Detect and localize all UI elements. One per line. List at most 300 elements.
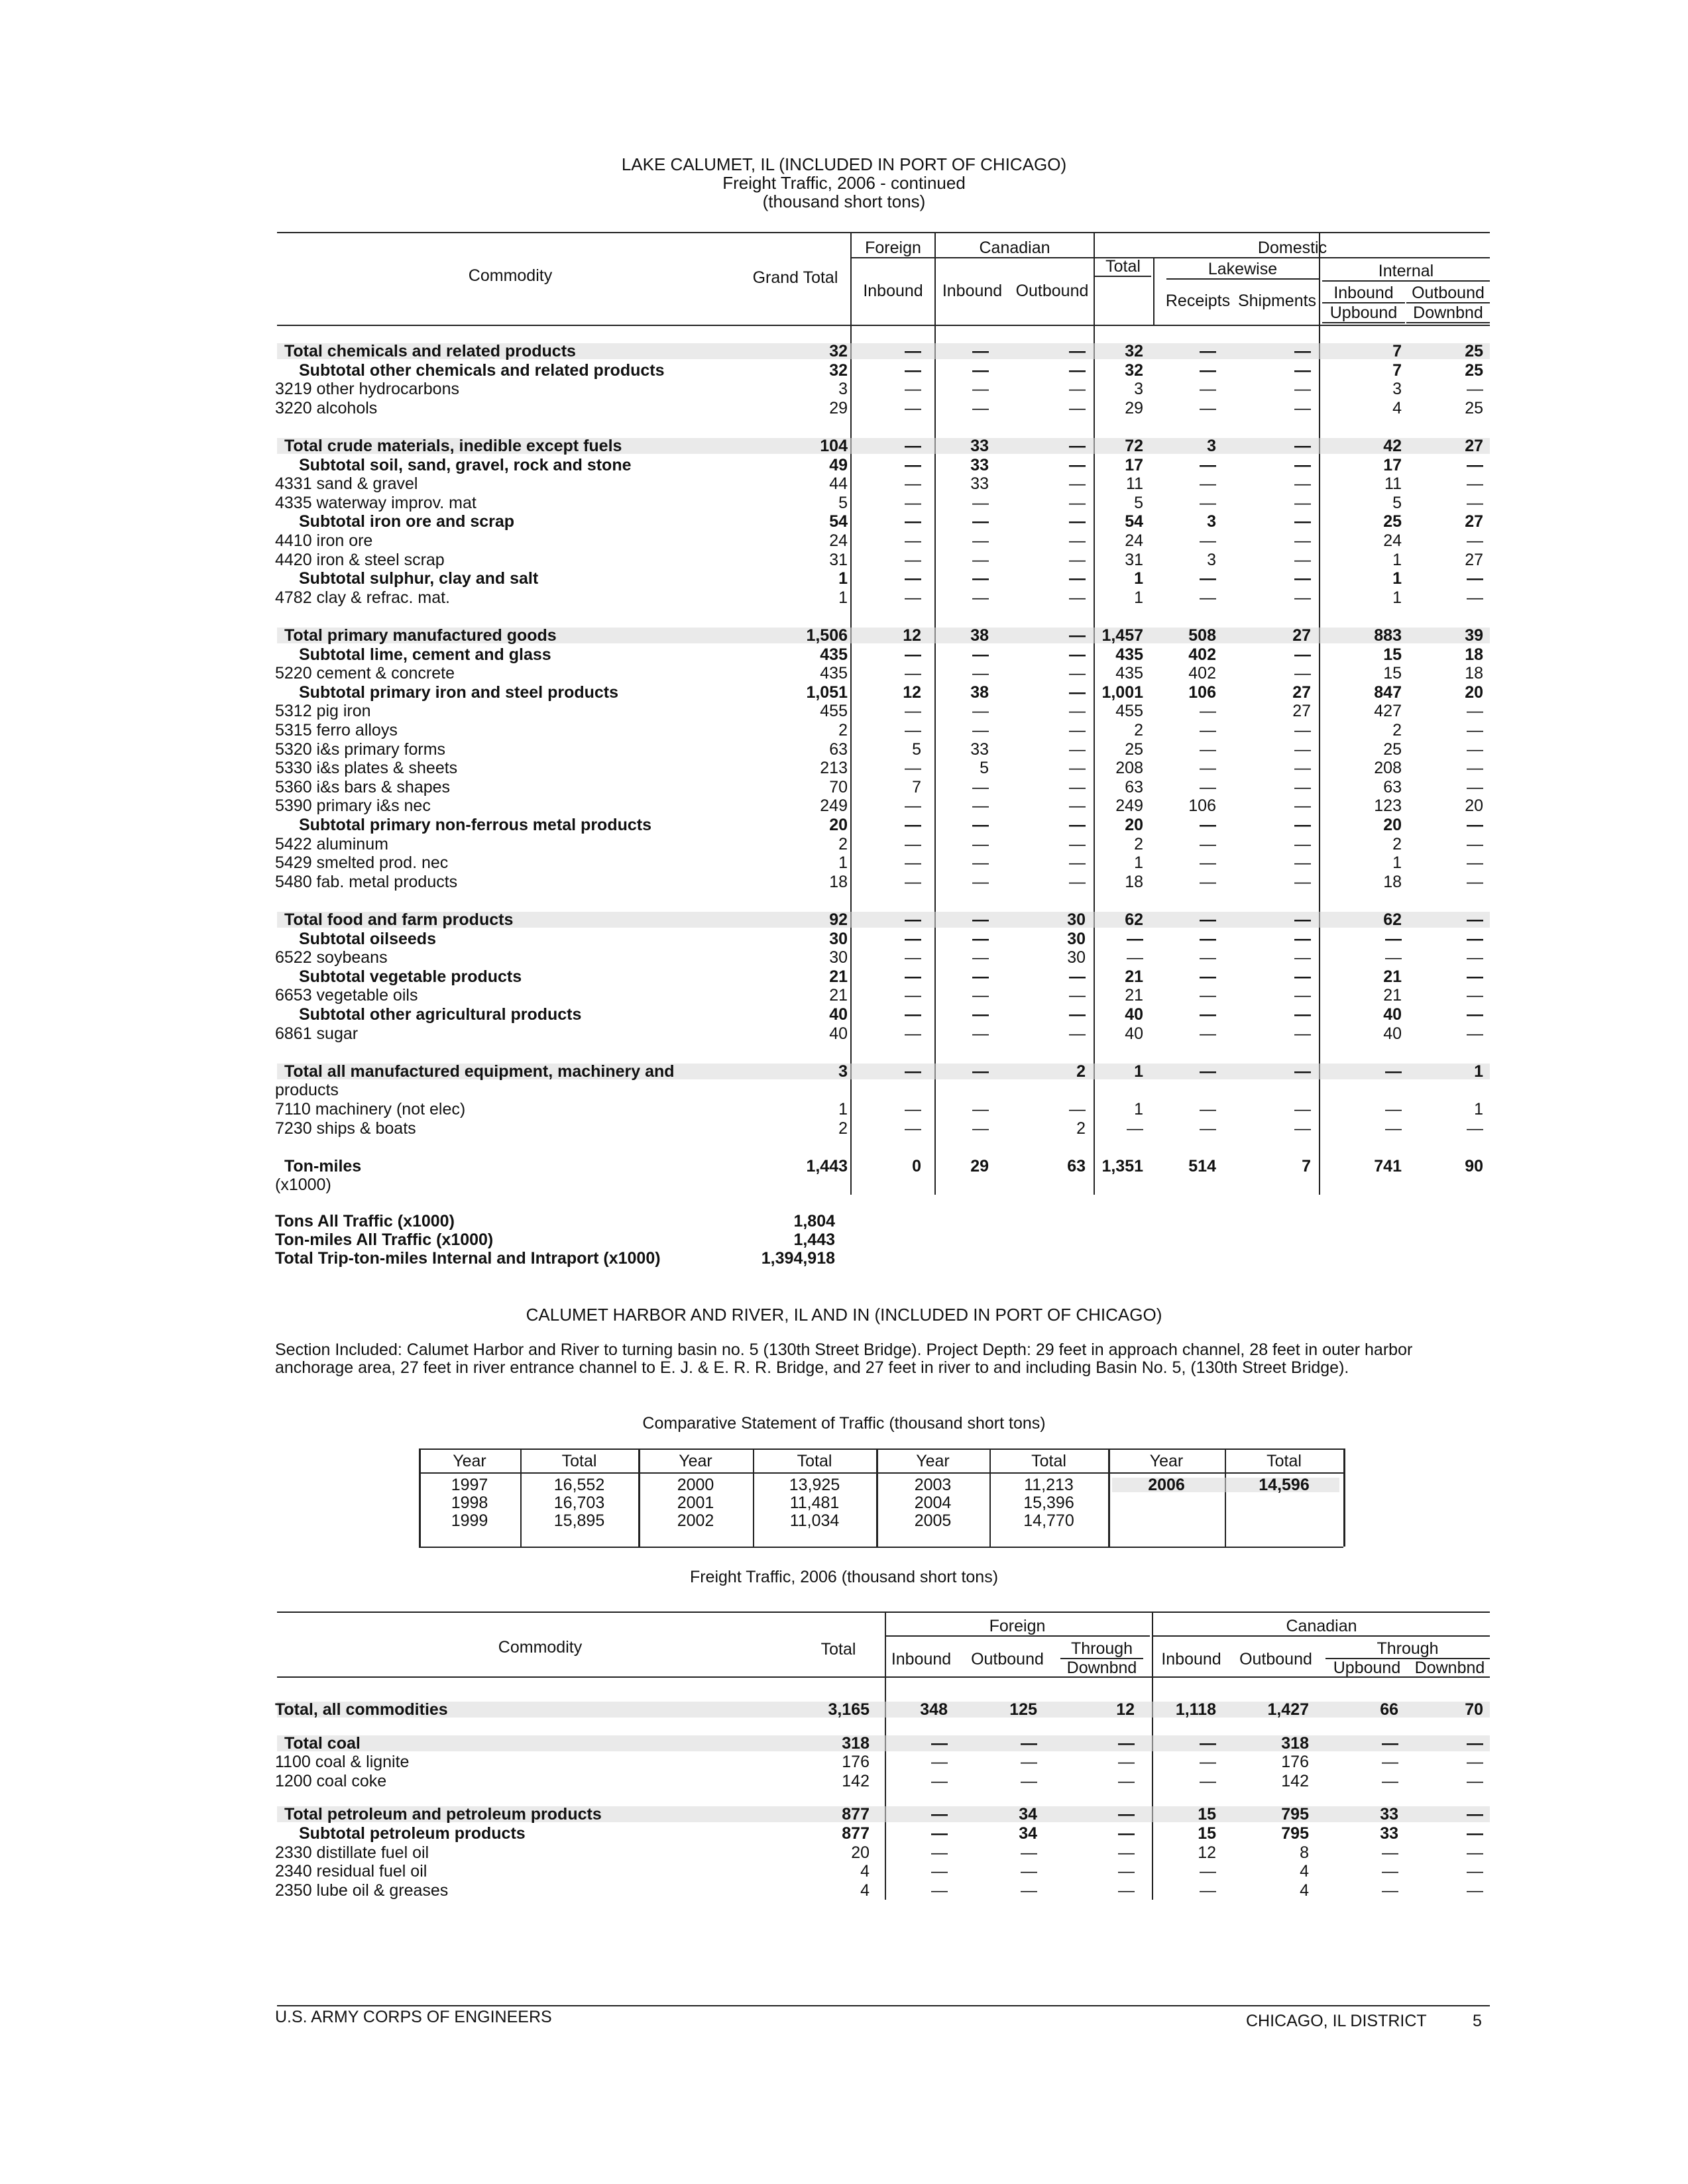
value-cell: —: [1200, 588, 1216, 607]
value-cell: —: [1467, 569, 1483, 588]
value-cell: —: [1467, 759, 1483, 778]
commodity-label: Ton-miles: [284, 1156, 362, 1175]
value-cell: —: [1069, 967, 1086, 986]
value-cell: 402: [1188, 645, 1216, 664]
value-cell: —: [1294, 739, 1311, 759]
value-cell: 5: [838, 493, 848, 512]
value-cell: —: [1127, 948, 1143, 967]
value-cell: —: [905, 1119, 921, 1138]
value-cell: —: [1294, 910, 1311, 929]
value-cell: 42: [1383, 437, 1402, 455]
value-cell: 32: [829, 342, 848, 360]
value-cell: —: [1200, 493, 1216, 512]
value-cell: 20: [829, 816, 848, 834]
value-cell: —: [972, 1062, 989, 1081]
value-cell: —: [1467, 986, 1483, 1005]
value-cell: 11: [1384, 474, 1402, 494]
value-cell: —: [1382, 1771, 1398, 1790]
value-cell: 4: [1392, 398, 1402, 417]
value-cell: 4: [1300, 1862, 1309, 1881]
value-cell: —: [1069, 645, 1086, 664]
value-cell: —: [1069, 739, 1086, 759]
commodity-label: 2350 lube oil & greases: [275, 1881, 449, 1900]
value-cell: —: [905, 759, 921, 778]
header-internal: Internal: [1322, 262, 1490, 282]
commodity-label: 5312 pig iron: [275, 702, 371, 721]
lake-subtitle: Freight Traffic, 2006 - continued: [722, 173, 966, 193]
value-cell: —: [1294, 342, 1311, 360]
value-cell: —: [972, 929, 989, 948]
section-included-text: Section Included: Calumet Harbor and River to turning basin no. 5 (130th Street Bridge). Project Depth: 29 feet in approach channel, 28 feet in outer harbor anchorage area, 27 feet in river entrance channel to E. J. & E. R. R. Bridge, and 27 feet in river to and including Basin No. 5, (130th Street Bridge).: [275, 1340, 1413, 1377]
value-cell: —: [1118, 1771, 1135, 1790]
value-cell: 2: [838, 1119, 848, 1138]
value-cell: 33: [970, 739, 989, 759]
t2-header-c-downbnd: Downbnd: [1414, 1659, 1485, 1677]
value-cell: —: [972, 834, 989, 853]
value-cell: 31: [829, 550, 848, 569]
value-cell: 1: [1134, 1062, 1143, 1081]
ct-total: 11,213: [1024, 1476, 1074, 1494]
value-cell: 32: [1125, 342, 1143, 360]
value-cell: —: [972, 550, 989, 569]
value-cell: 3: [838, 380, 848, 399]
value-cell: 20: [1383, 816, 1402, 834]
subtotal-label: Subtotal soil, sand, gravel, rock and stone: [299, 455, 632, 474]
value-cell: 18: [829, 872, 848, 891]
ct-year: 1998: [451, 1494, 488, 1512]
value-cell: 92: [829, 910, 848, 929]
value-cell: 0: [912, 1156, 921, 1175]
value-cell: 1: [1134, 1100, 1143, 1119]
value-cell: —: [1200, 853, 1216, 873]
value-cell: 54: [1125, 512, 1143, 531]
commodity-label: (x1000): [275, 1175, 331, 1195]
value-cell: 25: [1465, 342, 1483, 360]
header-internal-inbound: Inbound: [1322, 284, 1405, 303]
value-cell: —: [1118, 1733, 1135, 1753]
value-cell: 7: [1302, 1156, 1311, 1175]
value-cell: 877: [842, 1805, 870, 1824]
ct-top-border: [419, 1448, 1343, 1450]
value-cell: —: [905, 1024, 921, 1043]
ct-header-total: Total: [1266, 1452, 1302, 1470]
value-cell: —: [1467, 777, 1483, 796]
value-cell: 33: [970, 437, 989, 455]
value-cell: 1: [838, 1100, 848, 1119]
value-cell: —: [1200, 474, 1216, 494]
value-cell: 25: [1125, 739, 1143, 759]
t2-header-canadian: Canadian: [1153, 1617, 1490, 1637]
value-cell: 1: [1392, 550, 1402, 569]
value-cell: —: [1118, 1862, 1135, 1881]
value-cell: —: [905, 910, 921, 929]
value-cell: —: [1294, 796, 1311, 816]
commodity-label: 6861 sugar: [275, 1024, 359, 1043]
value-cell: —: [972, 721, 989, 739]
category-total-label: Total chemicals and related products: [284, 342, 576, 360]
value-cell: 3: [1392, 380, 1402, 399]
value-cell: 106: [1188, 682, 1216, 702]
value-cell: —: [1467, 1005, 1483, 1024]
value-cell: —: [1467, 1805, 1483, 1824]
value-cell: —: [905, 512, 921, 531]
value-cell: 20: [1465, 682, 1483, 702]
value-cell: —: [1069, 493, 1086, 512]
subtotal-label: Subtotal other chemicals and related products: [299, 360, 665, 380]
commodity-label: 6522 soybeans: [275, 948, 388, 967]
value-cell: 427: [1374, 702, 1402, 721]
value-cell: 63: [829, 739, 848, 759]
value-cell: —: [1069, 437, 1086, 455]
value-cell: 15: [1383, 645, 1402, 664]
value-cell: —: [1200, 929, 1216, 948]
value-cell: —: [1069, 664, 1086, 683]
value-cell: 17: [1383, 455, 1402, 474]
value-cell: —: [972, 342, 989, 360]
value-cell: 27: [1292, 702, 1311, 721]
t2-header-f-downbnd: Downbnd: [1066, 1659, 1137, 1677]
value-cell: 795: [1281, 1805, 1309, 1824]
value-cell: —: [1069, 872, 1086, 891]
value-cell: —: [1294, 816, 1311, 834]
value-cell: 104: [820, 437, 848, 455]
value-cell: —: [1294, 759, 1311, 778]
value-cell: —: [1200, 398, 1216, 417]
value-cell: —: [1385, 1062, 1402, 1081]
commodity-label: 5330 i&s plates & sheets: [275, 759, 458, 778]
value-cell: —: [1382, 1753, 1398, 1772]
value-cell: 2: [1392, 721, 1402, 739]
value-cell: —: [1467, 702, 1483, 721]
value-cell: —: [905, 948, 921, 967]
ct-header-total: Total: [1031, 1452, 1066, 1470]
ct-year: 1999: [451, 1511, 488, 1530]
value-cell: —: [1200, 360, 1216, 380]
value-cell: —: [1467, 721, 1483, 739]
value-cell: 1: [838, 588, 848, 607]
value-cell: —: [1021, 1862, 1037, 1881]
summary-value: 1,804: [793, 1212, 835, 1230]
ct-header-year: Year: [916, 1452, 950, 1470]
value-cell: —: [1069, 512, 1086, 531]
value-cell: 21: [829, 986, 848, 1005]
value-cell: —: [972, 493, 989, 512]
value-cell: —: [1385, 948, 1402, 967]
ct-header-year: Year: [679, 1452, 712, 1470]
value-cell: —: [972, 816, 989, 834]
value-cell: —: [1021, 1843, 1037, 1862]
value-cell: —: [1467, 872, 1483, 891]
value-cell: —: [1200, 569, 1216, 588]
value-cell: 435: [820, 645, 848, 664]
value-cell: —: [1294, 853, 1311, 873]
value-cell: —: [905, 986, 921, 1005]
value-cell: —: [1467, 455, 1483, 474]
calumet-title: CALUMET HARBOR AND RIVER, IL AND IN (INCLUDED IN PORT OF CHICAGO): [526, 1305, 1162, 1325]
value-cell: —: [931, 1733, 948, 1753]
value-cell: —: [1200, 531, 1216, 550]
value-cell: —: [1294, 1005, 1311, 1024]
value-cell: —: [905, 360, 921, 380]
summary-label: Ton-miles All Traffic (x1000): [275, 1230, 494, 1249]
comparative-title: Comparative Statement of Traffic (thousand short tons): [642, 1414, 1046, 1433]
commodity-label: 4782 clay & refrac. mat.: [275, 588, 451, 607]
value-cell: —: [1200, 1024, 1216, 1043]
value-cell: 38: [970, 626, 989, 645]
value-cell: 27: [1292, 682, 1311, 702]
value-cell: 1,457: [1101, 626, 1143, 645]
table1-top-rule: [277, 232, 1490, 233]
t2-header-c-inbound: Inbound: [1161, 1650, 1221, 1668]
value-cell: —: [1294, 531, 1311, 550]
value-cell: 877: [842, 1824, 870, 1843]
commodity-label: 5220 cement & concrete: [275, 664, 455, 683]
value-cell: 24: [829, 531, 848, 550]
value-cell: 847: [1374, 682, 1402, 702]
category-total-label: Total, all commodities: [275, 1700, 448, 1719]
value-cell: —: [905, 550, 921, 569]
value-cell: —: [1294, 929, 1311, 948]
value-cell: 318: [1281, 1733, 1309, 1753]
value-cell: 1: [1392, 569, 1402, 588]
value-cell: 3,165: [828, 1700, 870, 1719]
value-cell: —: [1200, 1753, 1216, 1772]
value-cell: —: [1294, 872, 1311, 891]
value-cell: —: [1467, 1024, 1483, 1043]
value-cell: 21: [1125, 986, 1143, 1005]
value-cell: —: [1467, 474, 1483, 494]
value-cell: —: [931, 1753, 948, 1772]
value-cell: —: [931, 1843, 948, 1862]
ct-total: 14,770: [1023, 1511, 1074, 1530]
value-cell: —: [1294, 493, 1311, 512]
value-cell: —: [1467, 1843, 1483, 1862]
value-cell: —: [1200, 777, 1216, 796]
t2-header-commodity: Commodity: [498, 1638, 583, 1657]
value-cell: 5: [1392, 493, 1402, 512]
value-cell: —: [1069, 986, 1086, 1005]
value-cell: —: [1294, 948, 1311, 967]
table2-header-rule: [277, 1676, 1490, 1678]
value-cell: —: [905, 834, 921, 853]
value-cell: —: [905, 437, 921, 455]
subtotal-label: Subtotal primary non-ferrous metal products: [299, 816, 652, 834]
value-cell: —: [972, 531, 989, 550]
value-cell: 1: [1134, 853, 1143, 873]
ct-column-divider: [1343, 1448, 1345, 1547]
ct-total: 11,034: [789, 1511, 840, 1530]
value-cell: 4: [1300, 1881, 1309, 1900]
value-cell: 1: [838, 569, 848, 588]
value-cell: 176: [1281, 1753, 1309, 1772]
value-cell: —: [905, 569, 921, 588]
commodity-label: 1100 coal & lignite: [275, 1753, 410, 1772]
commodity-label: 5360 i&s bars & shapes: [275, 777, 451, 796]
value-cell: —: [931, 1771, 948, 1790]
value-cell: —: [1200, 342, 1216, 360]
value-cell: —: [972, 1024, 989, 1043]
value-cell: —: [1118, 1824, 1135, 1843]
value-cell: 435: [1115, 645, 1143, 664]
value-cell: —: [972, 664, 989, 683]
value-cell: 2: [1134, 721, 1143, 739]
subtotal-label: Subtotal petroleum products: [299, 1824, 526, 1843]
value-cell: —: [931, 1862, 948, 1881]
value-cell: 12: [903, 682, 921, 702]
header-downbnd: Downbnd: [1406, 303, 1490, 323]
value-cell: 795: [1281, 1824, 1309, 1843]
value-cell: —: [1467, 739, 1483, 759]
value-cell: —: [1069, 569, 1086, 588]
value-cell: —: [972, 645, 989, 664]
ct-total: 16,703: [553, 1494, 605, 1512]
value-cell: 15: [1198, 1805, 1216, 1824]
table1-header-rule: [277, 325, 1490, 326]
t2-header-c-outbound: Outbound: [1239, 1650, 1312, 1668]
value-cell: —: [1294, 398, 1311, 417]
category-total-label: Total petroleum and petroleum products: [284, 1805, 602, 1824]
value-cell: 741: [1374, 1156, 1402, 1175]
lake-title: LAKE CALUMET, IL (INCLUDED IN PORT OF CHICAGO): [621, 154, 1067, 174]
header-foreign: Foreign: [852, 239, 934, 258]
value-cell: —: [1069, 474, 1086, 494]
value-cell: 2: [838, 834, 848, 853]
value-cell: —: [1200, 702, 1216, 721]
value-cell: —: [972, 967, 989, 986]
subtotal-label: Subtotal vegetable products: [299, 967, 522, 986]
value-cell: 21: [1125, 967, 1143, 986]
value-cell: —: [1127, 1119, 1143, 1138]
value-cell: 30: [829, 929, 848, 948]
value-cell: 49: [829, 455, 848, 474]
value-cell: 70: [1465, 1700, 1483, 1719]
value-cell: —: [1069, 777, 1086, 796]
subtotal-label: Subtotal primary iron and steel products: [299, 682, 619, 702]
header-commodity: Commodity: [468, 266, 553, 285]
value-cell: 5: [1134, 493, 1143, 512]
value-cell: 27: [1465, 437, 1483, 455]
value-cell: —: [905, 380, 921, 399]
value-cell: 40: [1125, 1024, 1143, 1043]
value-cell: —: [1294, 437, 1311, 455]
value-cell: —: [1200, 948, 1216, 967]
value-cell: 40: [1383, 1024, 1402, 1043]
t2-header-f-outbound: Outbound: [971, 1650, 1044, 1668]
value-cell: 29: [1125, 398, 1143, 417]
t2-header-foreign: Foreign: [885, 1617, 1150, 1637]
value-cell: —: [1021, 1733, 1037, 1753]
subtotal-label: Subtotal sulphur, clay and salt: [299, 569, 539, 588]
value-cell: 123: [1374, 796, 1402, 816]
value-cell: 2: [1076, 1119, 1086, 1138]
value-cell: —: [1069, 380, 1086, 399]
value-cell: —: [1021, 1771, 1037, 1790]
value-cell: 3: [838, 1062, 848, 1081]
value-cell: —: [1069, 398, 1086, 417]
value-cell: —: [1069, 342, 1086, 360]
value-cell: 12: [1116, 1700, 1135, 1719]
value-cell: —: [1294, 360, 1311, 380]
value-cell: 24: [1125, 531, 1143, 550]
footer-rule: [277, 2005, 1490, 2006]
value-cell: 1: [838, 853, 848, 873]
value-cell: 3: [1207, 437, 1216, 455]
value-cell: —: [1382, 1733, 1398, 1753]
value-cell: 18: [1465, 664, 1483, 683]
value-cell: 40: [829, 1005, 848, 1024]
value-cell: —: [1069, 834, 1086, 853]
value-cell: 72: [1125, 437, 1143, 455]
value-cell: 34: [1019, 1805, 1037, 1824]
value-cell: —: [1200, 986, 1216, 1005]
subtotal-label: Subtotal iron ore and scrap: [299, 512, 515, 531]
value-cell: 39: [1465, 626, 1483, 645]
value-cell: —: [905, 967, 921, 986]
value-cell: —: [1294, 474, 1311, 494]
value-cell: —: [972, 1100, 989, 1119]
ct-total: 15,396: [1023, 1494, 1074, 1512]
value-cell: —: [1467, 1733, 1483, 1753]
ct-year: 1997: [451, 1476, 488, 1494]
spacer: [1009, 257, 1010, 323]
value-cell: —: [1382, 1862, 1398, 1881]
value-cell: 1,506: [806, 626, 848, 645]
value-cell: 32: [829, 360, 848, 380]
header-domestic-total: Total: [1095, 257, 1151, 277]
value-cell: —: [1069, 588, 1086, 607]
ct-total: 15,895: [553, 1511, 605, 1530]
value-cell: 514: [1188, 1156, 1216, 1175]
value-cell: 249: [1115, 796, 1143, 816]
header-canadian: Canadian: [936, 239, 1094, 258]
ct-year: 2003: [914, 1476, 952, 1494]
value-cell: —: [1385, 1100, 1402, 1119]
value-cell: —: [905, 872, 921, 891]
value-cell: —: [1294, 721, 1311, 739]
t2-header-c-through: Through: [1325, 1639, 1490, 1659]
value-cell: —: [1294, 986, 1311, 1005]
value-cell: —: [905, 531, 921, 550]
value-cell: 2: [1134, 834, 1143, 853]
value-cell: 33: [1380, 1805, 1398, 1824]
value-cell: 208: [1374, 759, 1402, 778]
value-cell: 2: [1076, 1062, 1086, 1081]
value-cell: —: [1127, 929, 1143, 948]
value-cell: —: [1118, 1805, 1135, 1824]
value-cell: 1: [1392, 853, 1402, 873]
value-cell: —: [1069, 360, 1086, 380]
value-cell: 34: [1019, 1824, 1037, 1843]
value-cell: 5: [980, 759, 989, 778]
value-cell: —: [905, 796, 921, 816]
value-cell: —: [972, 853, 989, 873]
category-total-label: Total all manufactured equipment, machinery and: [284, 1062, 675, 1081]
value-cell: —: [1294, 834, 1311, 853]
subtotal-label: Subtotal lime, cement and glass: [299, 645, 551, 664]
value-cell: —: [1467, 816, 1483, 834]
ct-bottom-border: [419, 1547, 1343, 1548]
value-cell: —: [1069, 759, 1086, 778]
value-cell: —: [1200, 739, 1216, 759]
ct-header-year: Year: [1149, 1452, 1184, 1470]
category-total-label: Total primary manufactured goods: [284, 626, 557, 645]
value-cell: —: [1467, 1824, 1483, 1843]
value-cell: —: [905, 455, 921, 474]
value-cell: —: [905, 1062, 921, 1081]
value-cell: —: [1200, 834, 1216, 853]
value-cell: 208: [1115, 759, 1143, 778]
value-cell: —: [905, 702, 921, 721]
